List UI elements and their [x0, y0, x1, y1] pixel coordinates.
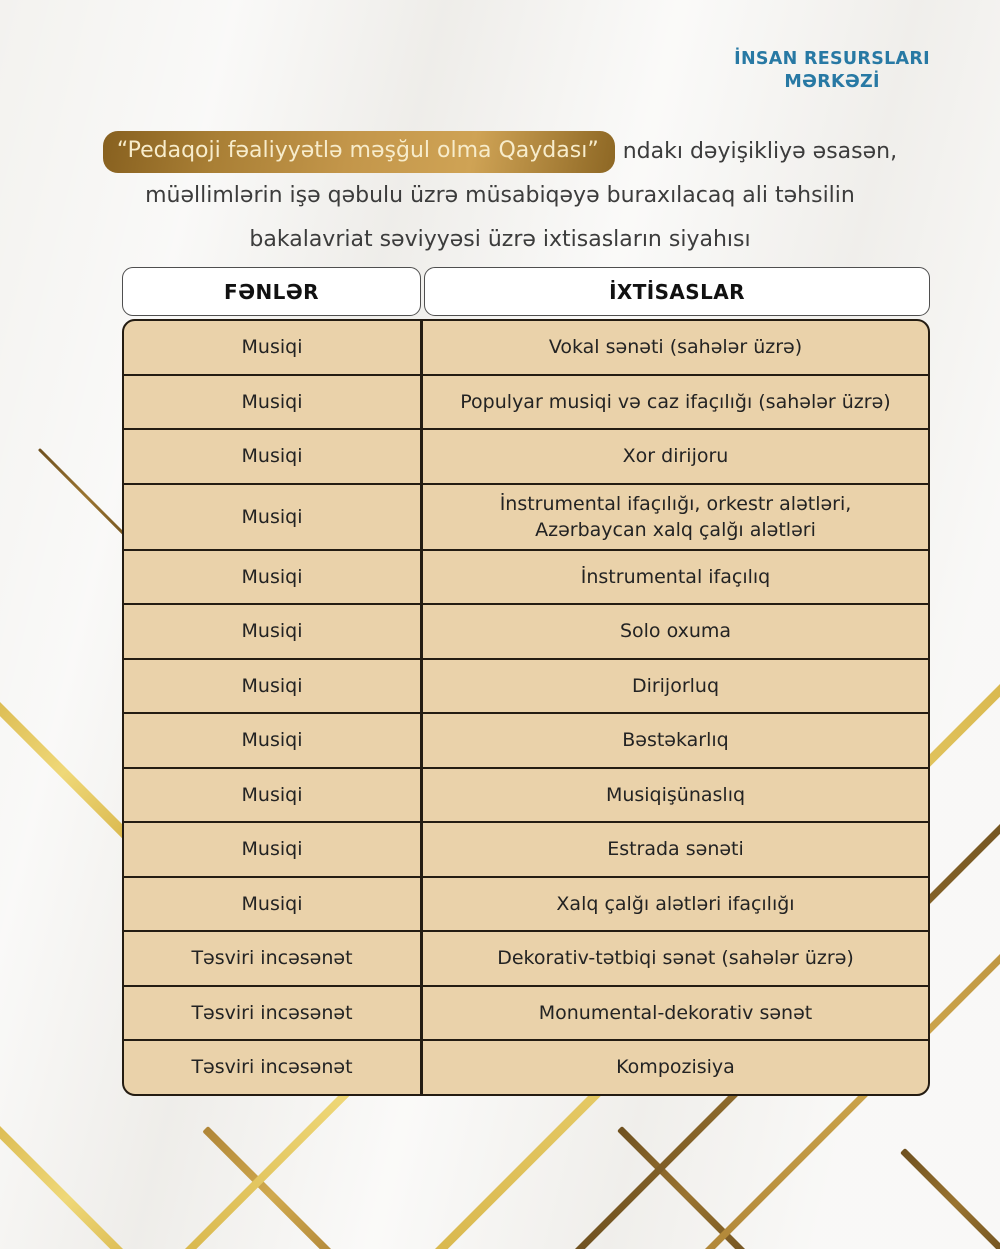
title-line2: müəllimlərin işə qəbulu üzrə müsabiqəyə buraxılacaq ali təhsilin	[145, 183, 855, 208]
table-row	[124, 767, 928, 822]
table-row	[124, 876, 928, 931]
organization-logo	[734, 48, 930, 94]
subject-cell: Musiqi	[124, 485, 423, 549]
logo-line1: İNSAN RESURSLARI	[734, 49, 930, 69]
column-header-specialties: İXTİSASLAR	[424, 267, 930, 316]
specialty-cell: Kompozisiya	[616, 1056, 735, 1079]
specialty-cell: Vokal sənəti (sahələr üzrə)	[548, 336, 803, 359]
specialty-cell: Monumental-dekorativ sənət	[538, 1001, 813, 1024]
page-title	[0, 130, 1000, 262]
specialties-table	[122, 267, 930, 1096]
specialty-cell: Estrada sənəti	[607, 838, 744, 861]
gold-line-decoration	[0, 1112, 138, 1249]
specialty-cell: Populyar musiqi və caz ifaçılığı (sahələr üzrə)	[460, 390, 891, 413]
specialty-cell: Bəstəkarlıq	[622, 729, 729, 752]
title-line3: bakalavriat səviyyəsi üzrə ixtisasların siyahısı	[249, 227, 751, 252]
subject-cell: Musiqi	[124, 823, 423, 876]
table-row	[124, 549, 928, 604]
specialty-cell: İnstrumental ifaçılıq	[580, 565, 771, 588]
table-header-row	[122, 267, 930, 316]
table-row	[124, 712, 928, 767]
subject-cell: Musiqi	[124, 430, 423, 483]
table-row	[124, 658, 928, 713]
subject-cell: Musiqi	[124, 376, 423, 429]
gold-line-decoration	[900, 1148, 1000, 1249]
subject-cell: Musiqi	[124, 605, 423, 658]
specialty-cell: Dekorativ-tətbiqi sənət (sahələr üzrə)	[497, 947, 854, 970]
column-header-subjects: FƏNLƏR	[122, 267, 421, 316]
table-row	[124, 321, 928, 374]
table-row	[124, 428, 928, 483]
table-row	[124, 483, 928, 549]
table-row	[124, 603, 928, 658]
subject-cell: Musiqi	[124, 321, 423, 374]
specialty-cell: Dirijorluq	[631, 674, 720, 697]
gold-line-decoration	[38, 448, 136, 546]
subject-cell: Musiqi	[124, 551, 423, 604]
specialty-cell: Solo oxuma	[619, 620, 732, 643]
specialty-cell: Xalq çalğı alətləri ifaçılığı	[556, 892, 795, 915]
title-after-badge: ndakı dəyişikliyə əsasən,	[622, 139, 898, 164]
gold-line-decoration	[0, 688, 133, 842]
subject-cell: Təsviri incəsənət	[124, 987, 423, 1040]
subject-cell: Təsviri incəsənət	[124, 1041, 423, 1094]
logo-line2: MƏRKƏZİ	[784, 72, 880, 92]
subject-cell: Musiqi	[124, 660, 423, 713]
table-row	[124, 985, 928, 1040]
subject-cell: Musiqi	[124, 878, 423, 931]
table-row	[124, 1039, 928, 1094]
table-body	[122, 319, 930, 1096]
subject-cell: Təsviri incəsənət	[124, 932, 423, 985]
specialty-cell: Xor dirijoru	[622, 445, 729, 468]
gold-line-decoration	[202, 1126, 342, 1249]
subject-cell: Musiqi	[124, 769, 423, 822]
table-row	[124, 930, 928, 985]
title-badge: “Pedaqoji fəaliyyətlə məşğul olma Qaydası”	[103, 131, 615, 173]
specialty-cell: Musiqişünaslıq	[605, 783, 746, 806]
table-row	[124, 374, 928, 429]
table-row	[124, 821, 928, 876]
specialty-cell: İnstrumental ifaçılığı, orkestr alətləri, Azərbaycan xalq çalğı alətləri	[499, 492, 852, 541]
subject-cell: Musiqi	[124, 714, 423, 767]
title-line1	[0, 130, 1000, 174]
